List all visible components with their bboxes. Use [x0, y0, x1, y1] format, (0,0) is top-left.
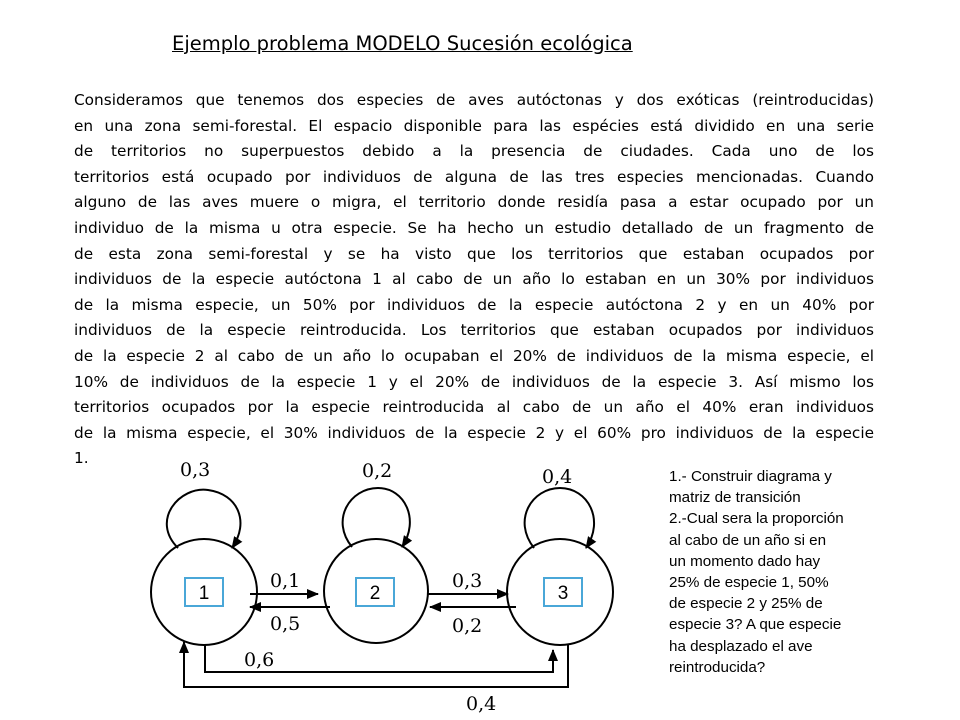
paragraph-line: de la misma especie, un 50% por individuos de la especie autóctona 2 y en un 40% por	[74, 295, 874, 314]
edge-3-to-2-label: 0,2	[452, 615, 483, 637]
question-line: reintroducida?	[669, 658, 766, 676]
paragraph-line: individuo de la misma u otra especie. Se ha hecho un estudio detallado de un fragmento de	[74, 218, 874, 237]
question-line: al cabo de un año si en	[669, 531, 827, 549]
node-2-label: 2	[369, 583, 381, 604]
edge-3-to-1-label: 0,4	[466, 693, 497, 715]
paragraph-line: de la misma especie, el 30% individuos de la especie 2 y el 60% pro individuos de la especie	[74, 423, 874, 442]
paragraph-line: 1.	[74, 449, 89, 468]
paragraph-line: territorios está ocupado por individuos de alguna de las tres especies mencionadas. Cuando	[74, 167, 874, 186]
edge-3-to-1-arrow	[184, 642, 568, 687]
paragraph-line: individuos de la especie reintroducida. Los territorios que estaban ocupados por individuos	[74, 321, 874, 340]
paragraph-line: de esta zona semi-forestal y se ha visto que los territorios que estaban ocupados por	[74, 244, 874, 263]
question-line: especie 3? A que especie	[669, 616, 842, 634]
self-loop-1-label: 0,3	[180, 459, 211, 481]
paragraph-line: individuos de la especie autóctona 1 al cabo de un año lo estaban en un 30% por individuos	[74, 270, 874, 289]
paragraph-line: 10% de individuos de la especie 1 y el 20% de individuos de la especie 3. Así mismo los	[74, 372, 874, 391]
page-title: Ejemplo problema MODELO Sucesión ecológica	[172, 32, 633, 55]
paragraph-line: en una zona semi-forestal. El espacio disponible para las espécies está dividido en una serie	[74, 116, 874, 135]
question-line: 1.- Construir diagrama y	[669, 468, 832, 485]
exercise-questions	[669, 466, 899, 678]
question-line: 25% de especie 1, 50%	[669, 574, 829, 592]
self-loop-2-label: 0,2	[362, 460, 393, 482]
self-loop-3-label: 0,4	[542, 466, 573, 488]
paragraph-line: alguno de las aves muere o migra, el territorio donde residía pasa a estar ocupado por un	[74, 193, 874, 212]
question-line: ha desplazado el ave	[669, 637, 813, 655]
node-1-label: 1	[198, 583, 210, 604]
edge-2-to-1-label: 0,5	[270, 613, 301, 635]
paragraph-line: de territorios no superpuestos debido a la presencia de ciudades. Cada uno de los	[74, 142, 874, 161]
node-3-label: 3	[557, 583, 569, 604]
paragraph-line: territorios ocupados por la especie reintroducida al cabo de un año el 40% eran individuos	[74, 398, 874, 417]
edge-2-to-3-label: 0,3	[452, 570, 483, 592]
paragraph-line: Consideramos que tenemos dos especies de aves autóctonas y dos exóticas (reintroducidas)	[74, 91, 874, 109]
edge-1-to-2-label: 0,1	[270, 570, 301, 592]
question-line: de especie 2 y 25% de	[669, 595, 823, 613]
question-line: matriz de transición	[669, 489, 801, 507]
paragraph-line: de la especie 2 al cabo de un año lo ocupaban el 20% de individuos de la misma especie, el	[74, 346, 874, 365]
question-line: 2.-Cual sera la proporción	[669, 510, 844, 528]
question-line: un momento dado hay	[669, 552, 821, 570]
edge-1-to-3-label: 0,6	[244, 649, 275, 671]
